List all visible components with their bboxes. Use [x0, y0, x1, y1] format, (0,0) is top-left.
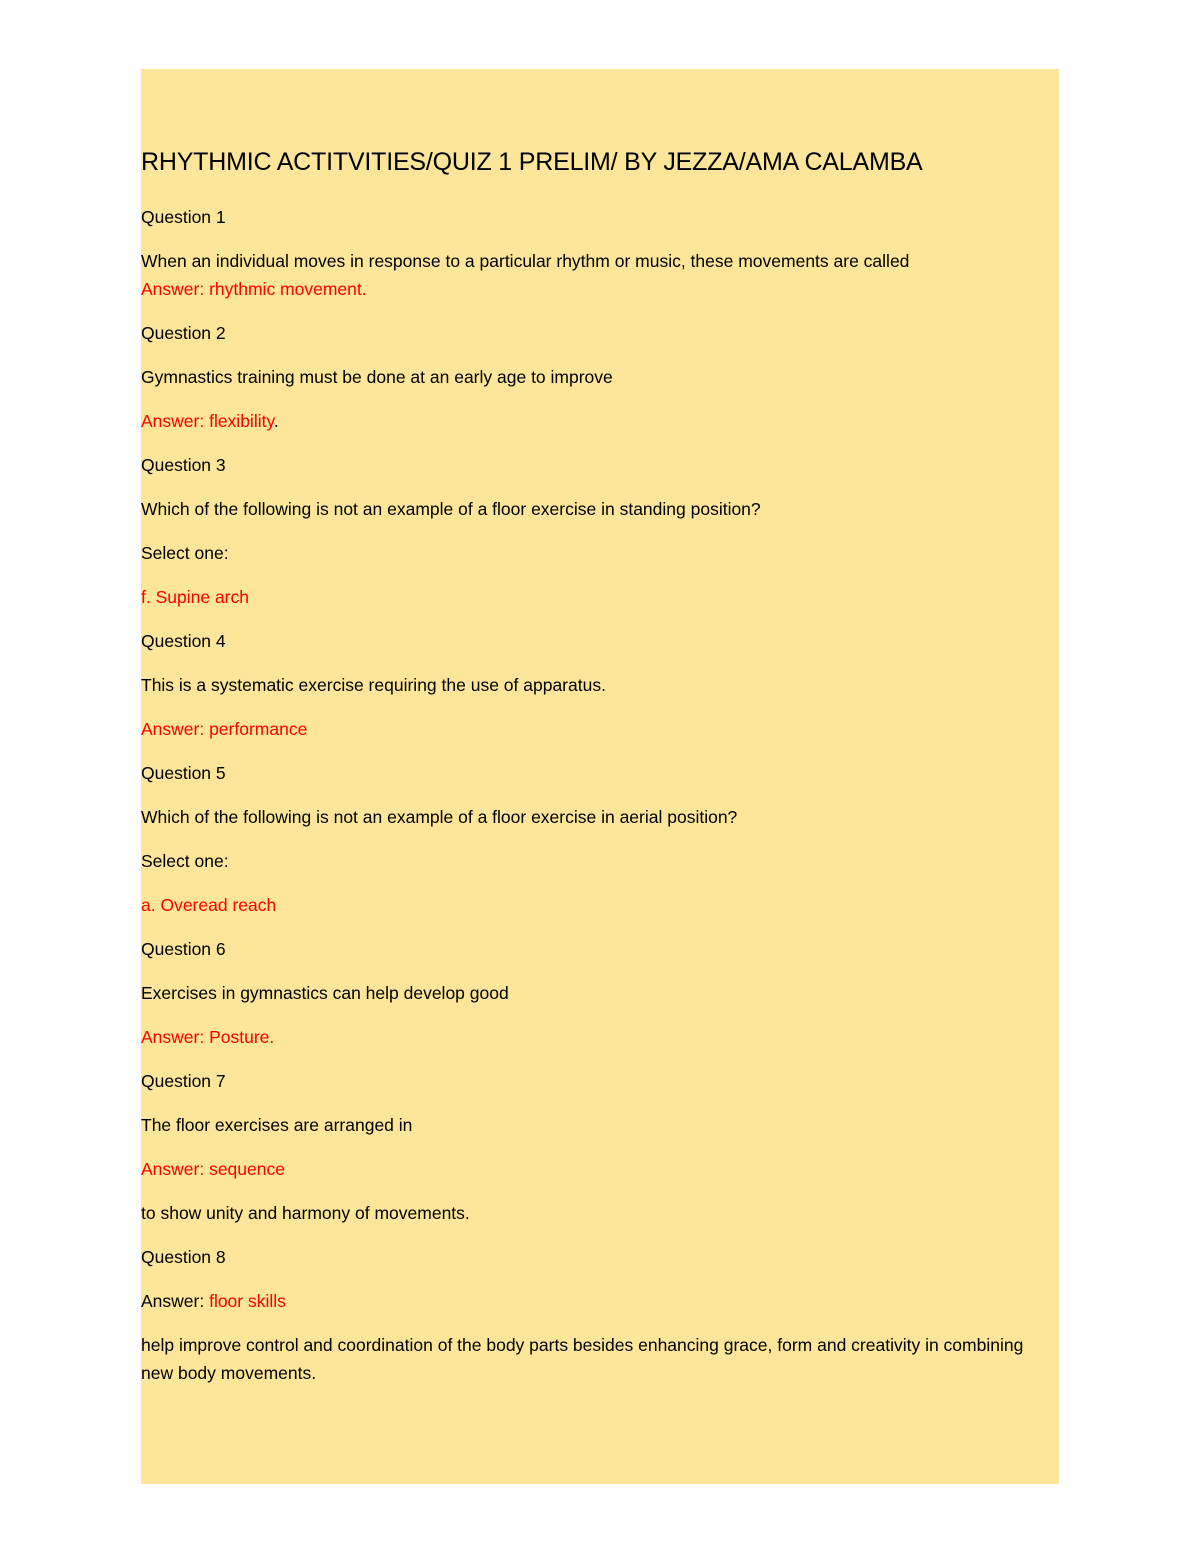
- question-6-text: Exercises in gymnastics can help develop good: [141, 983, 509, 1003]
- question-4-answer: Answer: performance: [141, 719, 308, 739]
- question-5-select-prompt: Select one:: [141, 851, 229, 871]
- question-8-answer: [141, 1287, 1059, 1315]
- question-8-after-text: help improve control and coordination of the body parts besides enhancing grace, form and creativity in combining new body movements.: [141, 1335, 1024, 1383]
- question-2-answer: [141, 407, 1059, 435]
- question-3-text: Which of the following is not an example of a floor exercise in standing position?: [141, 499, 761, 519]
- question-2-answer-tail: .: [273, 411, 279, 431]
- question-8-answer-value: floor skills: [209, 1291, 286, 1311]
- question-5-label: Question 5: [141, 763, 226, 783]
- question-4-label: Question 4: [141, 631, 226, 651]
- question-2-answer-value: Answer: flexibility: [141, 411, 274, 431]
- question-5-answer: a. Overead reach: [141, 895, 277, 915]
- question-3-select-prompt: Select one:: [141, 543, 229, 563]
- document-page: [141, 69, 1059, 1484]
- question-5-text: Which of the following is not an example of a floor exercise in aerial position?: [141, 807, 738, 827]
- question-7-after-text: to show unity and harmony of movements.: [141, 1203, 470, 1223]
- question-3-answer: f. Supine arch: [141, 587, 249, 607]
- document-content: [141, 69, 1059, 1403]
- question-2-text: Gymnastics training must be done at an early age to improve: [141, 367, 613, 387]
- question-8-label: Question 8: [141, 1247, 226, 1267]
- question-7-answer: Answer: sequence: [141, 1159, 285, 1179]
- question-1-answer: Answer: rhythmic movement.: [141, 279, 367, 299]
- question-6-label: Question 6: [141, 939, 226, 959]
- question-4-text: This is a systematic exercise requiring the use of apparatus.: [141, 675, 606, 695]
- question-8-answer-prefix: Answer:: [141, 1291, 210, 1311]
- question-6-answer: Answer: Posture.: [141, 1027, 275, 1047]
- document-title: RHYTHMIC ACTITVITIES/QUIZ 1 PRELIM/ BY JEZZA/AMA CALAMBA: [141, 148, 923, 176]
- question-1-label: Question 1: [141, 207, 226, 227]
- question-7-text: The floor exercises are arranged in: [141, 1115, 413, 1135]
- question-3-label: Question 3: [141, 455, 226, 475]
- question-1-text: When an individual moves in response to a particular rhythm or music, these movements are called: [141, 251, 910, 271]
- question-2-label: Question 2: [141, 323, 226, 343]
- question-7-label: Question 7: [141, 1071, 226, 1091]
